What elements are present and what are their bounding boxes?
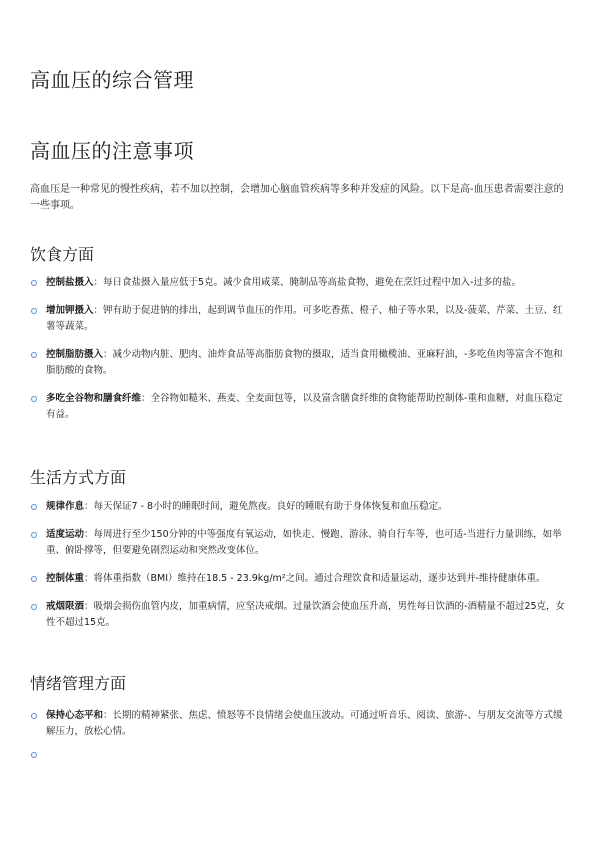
bullet-icon xyxy=(31,396,37,402)
item-text: ：每日食盐摄入量应低于5克。减少食用咸菜、腌制品等高盐食物，避免在烹饪过程中加入-过多的盐。 xyxy=(93,277,521,288)
page-subtitle: 高血压的注意事项 xyxy=(30,139,194,163)
bullet-icon xyxy=(31,504,37,510)
item-text: ：将体重指数（BMI）维持在18.5 - 23.9kg/m²之间。通过合理饮食和适量运动，逐步达到并-维持健康体重。 xyxy=(84,573,546,584)
diet-list xyxy=(30,275,570,435)
list-item xyxy=(30,571,570,587)
bullet-icon xyxy=(31,308,37,314)
bullet-icon xyxy=(31,576,37,582)
bullet-icon xyxy=(31,604,37,610)
section-heading-diet: 饮食方面 xyxy=(30,245,95,264)
list-item xyxy=(30,347,570,379)
item-term: 控制脂肪摄入 xyxy=(46,349,104,360)
list-item xyxy=(30,303,570,335)
list-item xyxy=(30,708,570,740)
empty-bullet-icon xyxy=(31,752,37,758)
item-term: 适度运动 xyxy=(46,529,85,540)
item-text: ：全谷物如糙米、燕麦、全麦面包等，以及富含膳食纤维的食物能帮助控制体-重和血糖，对血压稳定有益。 xyxy=(46,393,563,420)
item-term: 控制盐摄入 xyxy=(46,277,94,288)
list-item xyxy=(30,391,570,423)
list-item xyxy=(30,527,570,559)
emotion-list xyxy=(30,708,570,752)
bullet-icon xyxy=(31,713,37,719)
bullet-icon xyxy=(31,352,37,358)
list-item xyxy=(30,499,570,515)
item-term: 多吃全谷物和膳食纤维 xyxy=(46,393,142,404)
list-item xyxy=(30,275,570,291)
list-item xyxy=(30,599,570,631)
intro-paragraph: 高血压是一种常见的慢性疾病，若不加以控制，会增加心脑血管疾病等多种并发症的风险。以下是高-血压患者需要注意的一些事项。 xyxy=(30,184,564,211)
item-text: ：钾有助于促进钠的排出，起到调节血压的作用。可多吃香蕉、橙子、柚子等水果，以及-菠菜、芹菜、土豆、红薯等蔬菜。 xyxy=(46,305,563,332)
item-term: 规律作息 xyxy=(46,501,85,512)
item-text: ：吸烟会损伤血管内皮，加重病情，应坚决戒烟。过量饮酒会使血压升高，男性每日饮酒的-酒精量不超过25克，女性不超过15克。 xyxy=(46,601,566,628)
item-term: 戒烟限酒 xyxy=(46,601,85,612)
item-term: 增加钾摄入 xyxy=(46,305,94,316)
item-text: ：长期的精神紧张、焦虑、愤怒等不良情绪会使血压波动。可通过听音乐、阅读、旅游-、与朋友交流等方式缓解压力，放松心情。 xyxy=(46,710,563,737)
item-text: ：每天保证7 - 8小时的睡眠时间，避免熬夜。良好的睡眠有助于身体恢复和血压稳定。 xyxy=(84,501,448,512)
page-title: 高血压的综合管理 xyxy=(30,68,194,92)
item-term: 控制体重 xyxy=(46,573,85,584)
section-heading-lifestyle: 生活方式方面 xyxy=(30,468,127,487)
item-text: ：每周进行至少150分钟的中等强度有氧运动，如快走、慢跑、游泳、骑自行车等，也可适-当进行力量训练，如举重、俯卧撑等，但要避免剧烈运动和突然改变体位。 xyxy=(46,529,562,556)
lifestyle-list xyxy=(30,499,570,643)
section-heading-emotion: 情绪管理方面 xyxy=(30,674,127,693)
item-term: 保持心态平和 xyxy=(46,710,104,721)
item-text: ：减少动物内脏、肥肉、油炸食品等高脂肪食物的摄取，适当食用橄榄油、亚麻籽油，-多吃鱼肉等富含不饱和脂肪酸的食物。 xyxy=(46,349,563,376)
bullet-icon xyxy=(31,280,37,286)
bullet-icon xyxy=(31,532,37,538)
